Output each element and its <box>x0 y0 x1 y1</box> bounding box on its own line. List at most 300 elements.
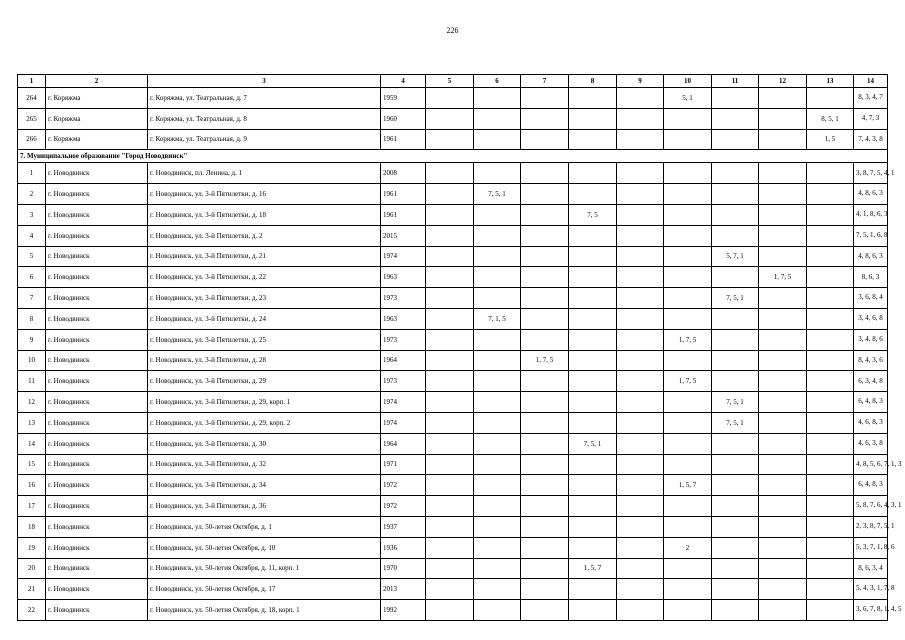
col8-cell <box>569 475 617 496</box>
year-cell: 1973 <box>381 329 426 350</box>
col10-cell <box>664 350 712 371</box>
col5-cell <box>426 184 474 205</box>
col12-cell <box>759 371 807 392</box>
col9-cell <box>617 454 664 475</box>
col9-cell <box>617 516 664 537</box>
col7-cell <box>521 129 569 150</box>
col11-cell <box>712 475 759 496</box>
row-number: 8 <box>18 308 46 329</box>
col11-cell <box>712 600 759 621</box>
col9-cell <box>617 184 664 205</box>
col14-cell: 6, 4, 8, 3 <box>854 475 888 496</box>
year-cell: 1970 <box>381 558 426 579</box>
col13-cell <box>807 579 854 600</box>
col12-cell <box>759 392 807 413</box>
col11-cell: 7, 5, 1 <box>712 392 759 413</box>
address-cell: г. Новодвинск, ул. 3-й Пятилетки, д. 36 <box>148 496 381 517</box>
col6-cell <box>474 454 521 475</box>
col14-cell: 4, 8, 6, 3 <box>854 184 888 205</box>
col13-cell <box>807 329 854 350</box>
col13-cell <box>807 88 854 109</box>
col5-cell <box>426 329 474 350</box>
col10-cell <box>664 163 712 184</box>
town-cell: г. Новодвинск <box>46 392 148 413</box>
col11-cell <box>712 129 759 150</box>
col6-cell <box>474 558 521 579</box>
col12-cell <box>759 412 807 433</box>
table-row <box>18 184 888 205</box>
town-cell: г. Новодвинск <box>46 329 148 350</box>
col6-cell <box>474 204 521 225</box>
town-cell: г. Новодвинск <box>46 225 148 246</box>
year-cell: 1973 <box>381 371 426 392</box>
table-row <box>18 350 888 371</box>
row-number: 264 <box>18 88 46 109</box>
table-row <box>18 163 888 184</box>
col14-cell: 4, 1, 8, 6, 3 <box>854 204 888 225</box>
col7-cell <box>521 496 569 517</box>
col8-cell <box>569 184 617 205</box>
col6-cell <box>474 371 521 392</box>
town-cell: г. Новодвинск <box>46 412 148 433</box>
row-number: 266 <box>18 129 46 150</box>
col5-cell <box>426 288 474 309</box>
row-number: 9 <box>18 329 46 350</box>
col7-cell <box>521 475 569 496</box>
col6-cell <box>474 496 521 517</box>
town-cell: г. Коряжма <box>46 129 148 150</box>
col11-cell <box>712 371 759 392</box>
col7-cell <box>521 579 569 600</box>
col10-cell: 2 <box>664 537 712 558</box>
row-number: 22 <box>18 600 46 621</box>
col9-cell <box>617 108 664 129</box>
address-cell: г. Новодвинск, ул. 3-й Пятилетки, д. 16 <box>148 184 381 205</box>
col9-cell <box>617 475 664 496</box>
col10-cell <box>664 516 712 537</box>
col13-cell: 1, 5 <box>807 129 854 150</box>
table-row <box>18 288 888 309</box>
col8-cell <box>569 392 617 413</box>
col10-cell <box>664 308 712 329</box>
col7-cell <box>521 537 569 558</box>
col6-cell: 7, 1, 5 <box>474 308 521 329</box>
year-cell: 2008 <box>381 163 426 184</box>
col6-cell <box>474 412 521 433</box>
col6-cell <box>474 163 521 184</box>
col9-cell <box>617 288 664 309</box>
col5-cell <box>426 350 474 371</box>
town-cell: г. Новодвинск <box>46 454 148 475</box>
row-number: 14 <box>18 433 46 454</box>
col14-cell: 8, 3, 4, 7 <box>854 88 888 109</box>
year-cell: 1974 <box>381 412 426 433</box>
town-cell: г. Новодвинск <box>46 433 148 454</box>
col5-cell <box>426 88 474 109</box>
col9-cell <box>617 88 664 109</box>
col5-cell <box>426 163 474 184</box>
col12-cell <box>759 184 807 205</box>
col14-cell: 2, 3, 8, 7, 5, 1 <box>854 516 888 537</box>
year-cell: 1972 <box>381 475 426 496</box>
year-cell: 1992 <box>381 600 426 621</box>
col10-cell: 1, 7, 5 <box>664 329 712 350</box>
col9-cell <box>617 496 664 517</box>
col10-cell <box>664 579 712 600</box>
col9-cell <box>617 246 664 267</box>
row-number: 18 <box>18 516 46 537</box>
table-row <box>18 392 888 413</box>
col5-cell <box>426 600 474 621</box>
col8-cell <box>569 88 617 109</box>
column-header-6: 6 <box>474 75 521 88</box>
col13-cell <box>807 163 854 184</box>
town-cell: г. Новодвинск <box>46 475 148 496</box>
col11-cell <box>712 163 759 184</box>
col8-cell: 7, 5, 1 <box>569 433 617 454</box>
col9-cell <box>617 371 664 392</box>
col11-cell <box>712 496 759 517</box>
address-cell: г. Новодвинск, ул. 3-й Пятилетки, д. 30 <box>148 433 381 454</box>
col5-cell <box>426 579 474 600</box>
year-cell: 1964 <box>381 350 426 371</box>
col13-cell: 8, 5, 1 <box>807 108 854 129</box>
year-cell: 1963 <box>381 267 426 288</box>
col14-cell: 8, 6, 3 <box>854 267 888 288</box>
row-number: 21 <box>18 579 46 600</box>
col12-cell <box>759 88 807 109</box>
col6-cell <box>474 600 521 621</box>
col13-cell <box>807 184 854 205</box>
col8-cell <box>569 412 617 433</box>
table-row <box>18 516 888 537</box>
section-row <box>18 150 888 163</box>
header-row <box>18 75 888 88</box>
col5-cell <box>426 246 474 267</box>
year-cell: 1961 <box>381 184 426 205</box>
row-number: 17 <box>18 496 46 517</box>
col14-cell: 5, 4, 3, 1, 7, 8 <box>854 579 888 600</box>
col5-cell <box>426 475 474 496</box>
col14-cell: 3, 4, 8, 6 <box>854 329 888 350</box>
col10-cell <box>664 412 712 433</box>
col13-cell <box>807 288 854 309</box>
col8-cell <box>569 288 617 309</box>
col5-cell <box>426 496 474 517</box>
col13-cell <box>807 350 854 371</box>
column-header-7: 7 <box>521 75 569 88</box>
col14-cell: 3, 6, 7, 8, 1, 4, 5 <box>854 600 888 621</box>
col14-cell: 5, 3, 7, 1, 8, 6 <box>854 537 888 558</box>
col5-cell <box>426 204 474 225</box>
col11-cell <box>712 454 759 475</box>
address-cell: г. Новодвинск, ул. 3-й Пятилетки, д. 28 <box>148 350 381 371</box>
town-cell: г. Новодвинск <box>46 163 148 184</box>
col5-cell <box>426 267 474 288</box>
col12-cell <box>759 350 807 371</box>
col13-cell <box>807 371 854 392</box>
col8-cell <box>569 350 617 371</box>
col7-cell <box>521 600 569 621</box>
col8-cell <box>569 454 617 475</box>
town-cell: г. Новодвинск <box>46 350 148 371</box>
col10-cell <box>664 184 712 205</box>
col12-cell <box>759 329 807 350</box>
row-number: 4 <box>18 225 46 246</box>
row-number: 19 <box>18 537 46 558</box>
column-header-9: 9 <box>617 75 664 88</box>
col9-cell <box>617 163 664 184</box>
col9-cell <box>617 350 664 371</box>
col7-cell <box>521 225 569 246</box>
col13-cell <box>807 225 854 246</box>
col8-cell <box>569 108 617 129</box>
table-row <box>18 225 888 246</box>
col13-cell <box>807 412 854 433</box>
col6-cell: 7, 5, 1 <box>474 184 521 205</box>
col5-cell <box>426 537 474 558</box>
address-cell: г. Новодвинск, ул. 50-летия Октября, д. 18, корп. 1 <box>148 600 381 621</box>
town-cell: г. Новодвинск <box>46 246 148 267</box>
table-row <box>18 371 888 392</box>
column-header-8: 8 <box>569 75 617 88</box>
col14-cell: 3, 6, 8, 4 <box>854 288 888 309</box>
col10-cell <box>664 108 712 129</box>
col12-cell <box>759 246 807 267</box>
col5-cell <box>426 433 474 454</box>
col12-cell <box>759 579 807 600</box>
col5-cell <box>426 225 474 246</box>
table-row <box>18 267 888 288</box>
year-cell: 1973 <box>381 288 426 309</box>
col7-cell <box>521 392 569 413</box>
col8-cell <box>569 129 617 150</box>
town-cell: г. Новодвинск <box>46 516 148 537</box>
column-header-2: 2 <box>46 75 148 88</box>
col5-cell <box>426 108 474 129</box>
year-cell: 1960 <box>381 108 426 129</box>
col6-cell <box>474 433 521 454</box>
col8-cell <box>569 246 617 267</box>
address-cell: г. Новодвинск, ул. 3-й Пятилетки, д. 18 <box>148 204 381 225</box>
col6-cell <box>474 108 521 129</box>
col14-cell: 6, 3, 4, 8 <box>854 371 888 392</box>
col10-cell <box>664 246 712 267</box>
year-cell: 1974 <box>381 392 426 413</box>
year-cell: 1963 <box>381 308 426 329</box>
address-cell: г. Новодвинск, ул. 50-летия Октября, д. 11, корп. 1 <box>148 558 381 579</box>
town-cell: г. Новодвинск <box>46 288 148 309</box>
col8-cell <box>569 579 617 600</box>
row-number: 10 <box>18 350 46 371</box>
col12-cell <box>759 558 807 579</box>
address-cell: г. Новодвинск, ул. 3-й Пятилетки, д. 29 <box>148 371 381 392</box>
table-row <box>18 204 888 225</box>
col10-cell <box>664 600 712 621</box>
town-cell: г. Новодвинск <box>46 496 148 517</box>
row-number: 2 <box>18 184 46 205</box>
table-row <box>18 537 888 558</box>
col8-cell <box>569 600 617 621</box>
col12-cell <box>759 496 807 517</box>
col11-cell <box>712 225 759 246</box>
table-row <box>18 433 888 454</box>
col6-cell <box>474 225 521 246</box>
town-cell: г. Коряжма <box>46 108 148 129</box>
table-row <box>18 129 888 150</box>
col8-cell <box>569 516 617 537</box>
col11-cell <box>712 267 759 288</box>
col8-cell <box>569 267 617 288</box>
col11-cell <box>712 184 759 205</box>
col6-cell <box>474 392 521 413</box>
column-header-4: 4 <box>381 75 426 88</box>
town-cell: г. Новодвинск <box>46 308 148 329</box>
col8-cell <box>569 371 617 392</box>
table-row <box>18 308 888 329</box>
address-cell: г. Новодвинск, ул. 3-й Пятилетки, д. 34 <box>148 475 381 496</box>
col13-cell <box>807 267 854 288</box>
col12-cell <box>759 225 807 246</box>
col5-cell <box>426 371 474 392</box>
col9-cell <box>617 204 664 225</box>
year-cell: 1959 <box>381 88 426 109</box>
col7-cell <box>521 558 569 579</box>
col11-cell <box>712 537 759 558</box>
table-row <box>18 600 888 621</box>
col11-cell <box>712 433 759 454</box>
address-cell: г. Новодвинск, ул. 3-й Пятилетки, д. 23 <box>148 288 381 309</box>
col5-cell <box>426 412 474 433</box>
col8-cell <box>569 163 617 184</box>
col10-cell <box>664 225 712 246</box>
table-row <box>18 558 888 579</box>
col11-cell <box>712 516 759 537</box>
col13-cell <box>807 308 854 329</box>
col12-cell <box>759 308 807 329</box>
address-cell: г. Новодвинск, ул. 3-й Пятилетки, д. 22 <box>148 267 381 288</box>
address-cell: г. Новодвинск, ул. 3-й Пятилетки, д. 25 <box>148 329 381 350</box>
year-cell: 1937 <box>381 516 426 537</box>
col14-cell: 4, 6, 8, 3 <box>854 412 888 433</box>
column-header-3: 3 <box>148 75 381 88</box>
col12-cell <box>759 288 807 309</box>
col11-cell <box>712 329 759 350</box>
col6-cell <box>474 88 521 109</box>
col6-cell <box>474 288 521 309</box>
col13-cell <box>807 204 854 225</box>
col7-cell <box>521 412 569 433</box>
town-cell: г. Новодвинск <box>46 558 148 579</box>
address-cell: г. Новодвинск, ул. 50-летия Октября, д. 1 <box>148 516 381 537</box>
row-number: 6 <box>18 267 46 288</box>
col12-cell: 1, 7, 5 <box>759 267 807 288</box>
col8-cell <box>569 308 617 329</box>
town-cell: г. Новодвинск <box>46 371 148 392</box>
section-title: 7. Муниципальное образование "Город Новодвинск" <box>18 150 888 163</box>
col13-cell <box>807 558 854 579</box>
col11-cell: 7, 5, 1 <box>712 412 759 433</box>
column-header-1: 1 <box>18 75 46 88</box>
col7-cell <box>521 246 569 267</box>
col9-cell <box>617 267 664 288</box>
col9-cell <box>617 579 664 600</box>
col7-cell <box>521 88 569 109</box>
col10-cell <box>664 558 712 579</box>
year-cell: 1972 <box>381 496 426 517</box>
col7-cell <box>521 267 569 288</box>
col11-cell: 7, 5, 1 <box>712 288 759 309</box>
address-cell: г. Новодвинск, ул. 3-й Пятилетки, д. 24 <box>148 308 381 329</box>
year-cell: 1961 <box>381 204 426 225</box>
table-row <box>18 579 888 600</box>
table-row <box>18 475 888 496</box>
col8-cell <box>569 225 617 246</box>
col13-cell <box>807 537 854 558</box>
address-cell: г. Новодвинск, ул. 3-й Пятилетки, д. 29, корп. 2 <box>148 412 381 433</box>
col12-cell <box>759 475 807 496</box>
col13-cell <box>807 454 854 475</box>
col7-cell <box>521 163 569 184</box>
col9-cell <box>617 329 664 350</box>
row-number: 16 <box>18 475 46 496</box>
col7-cell <box>521 371 569 392</box>
row-number: 7 <box>18 288 46 309</box>
col10-cell <box>664 288 712 309</box>
year-cell: 1964 <box>381 433 426 454</box>
column-header-14: 14 <box>854 75 888 88</box>
col13-cell <box>807 392 854 413</box>
col14-cell: 4, 6, 3, 8 <box>854 433 888 454</box>
col14-cell: 7, 5, 1, 6, 8 <box>854 225 888 246</box>
col12-cell <box>759 108 807 129</box>
row-number: 20 <box>18 558 46 579</box>
column-header-10: 10 <box>664 75 712 88</box>
town-cell: г. Новодвинск <box>46 204 148 225</box>
col14-cell: 4, 8, 5, 6, 7, 1, 3 <box>854 454 888 475</box>
col9-cell <box>617 392 664 413</box>
col5-cell <box>426 558 474 579</box>
col7-cell: 1, 7, 5 <box>521 350 569 371</box>
col10-cell: 5, 1 <box>664 88 712 109</box>
table-row <box>18 496 888 517</box>
town-cell: г. Коряжма <box>46 88 148 109</box>
col6-cell <box>474 246 521 267</box>
address-cell: г. Коряжма, ул. Театральная, д. 8 <box>148 108 381 129</box>
col7-cell <box>521 433 569 454</box>
col11-cell <box>712 558 759 579</box>
address-cell: г. Новодвинск, ул. 50-летия Октября, д. 10 <box>148 537 381 558</box>
col13-cell <box>807 433 854 454</box>
col6-cell <box>474 350 521 371</box>
col7-cell <box>521 184 569 205</box>
col14-cell: 8, 6, 3, 4 <box>854 558 888 579</box>
col14-cell: 4, 7, 3 <box>854 108 888 129</box>
col10-cell: 1, 7, 5 <box>664 371 712 392</box>
col12-cell <box>759 163 807 184</box>
col9-cell <box>617 600 664 621</box>
col13-cell <box>807 475 854 496</box>
col14-cell: 5, 8, 7, 6, 4, 3, 1 <box>854 496 888 517</box>
col13-cell <box>807 496 854 517</box>
col11-cell <box>712 308 759 329</box>
year-cell: 1974 <box>381 246 426 267</box>
col14-cell: 3, 8, 7, 5, 4, 1 <box>854 163 888 184</box>
col7-cell <box>521 516 569 537</box>
year-cell: 1936 <box>381 537 426 558</box>
town-cell: г. Новодвинск <box>46 184 148 205</box>
col13-cell <box>807 600 854 621</box>
